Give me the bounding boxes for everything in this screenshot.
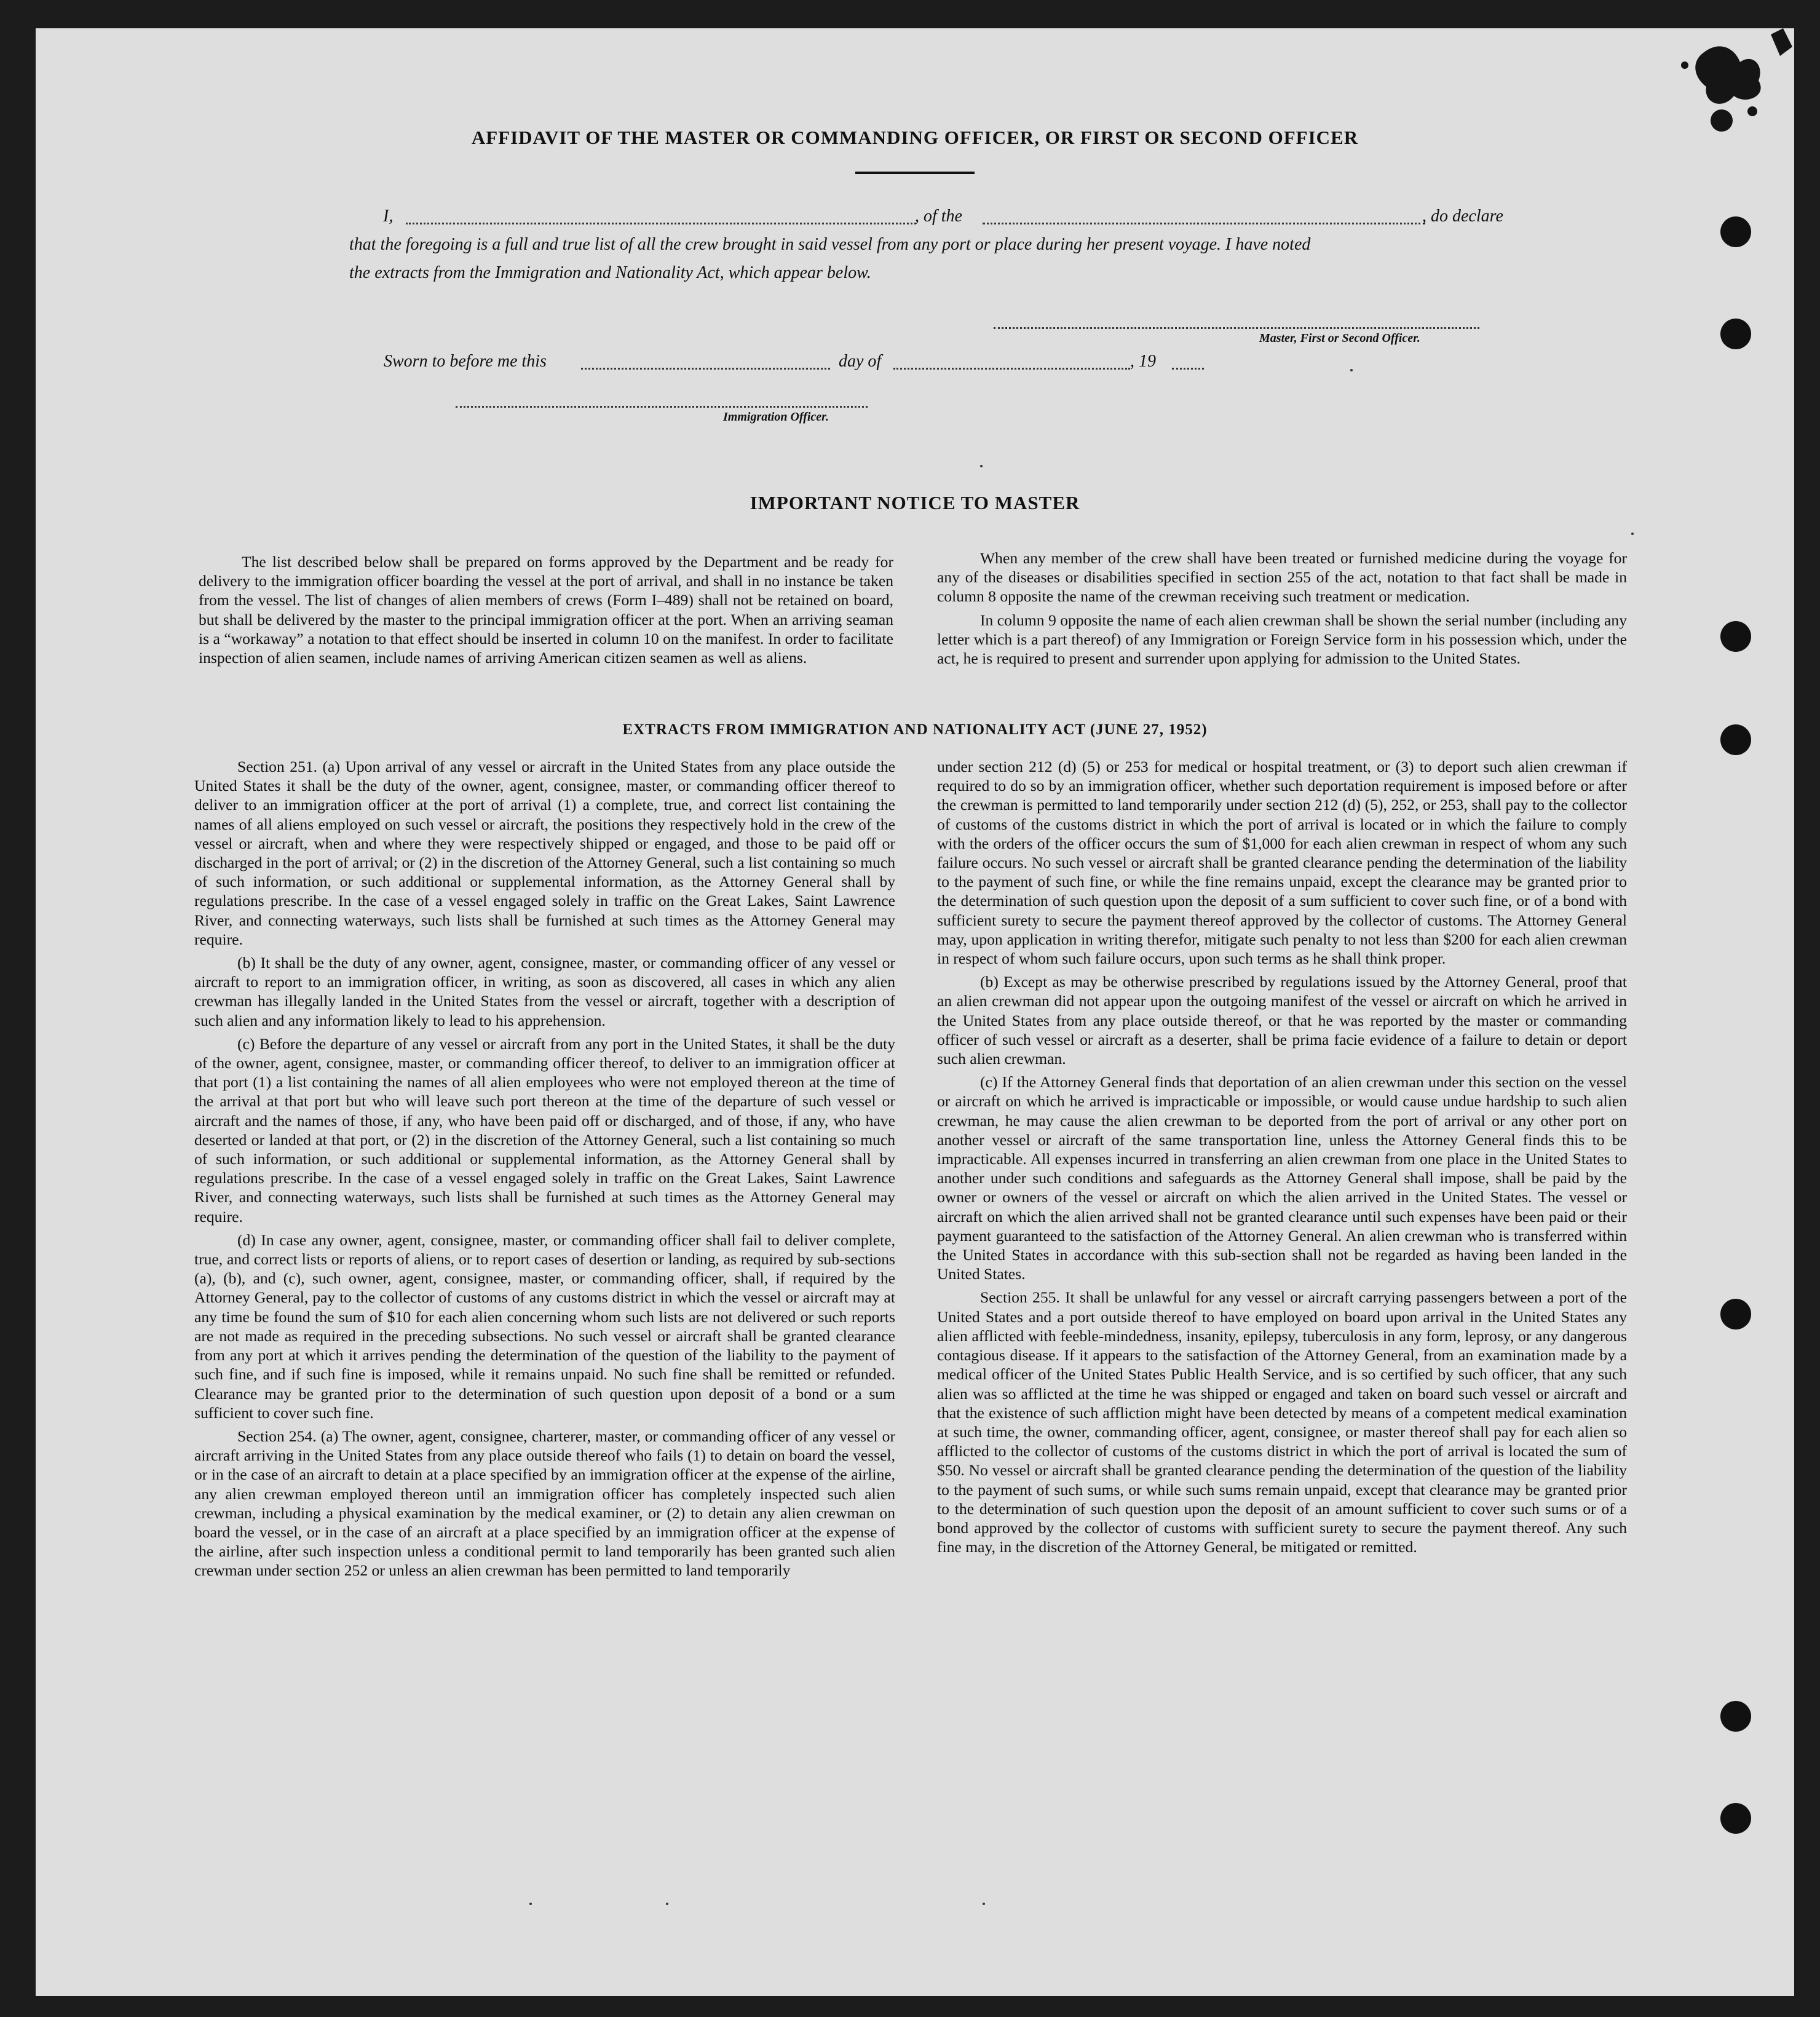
extracts-title: EXTRACTS FROM IMMIGRATION AND NATIONALITY ACT (JUNE 27, 1952) <box>622 721 1208 738</box>
master-signature-line[interactable] <box>994 327 1479 329</box>
section-255: Section 255. It shall be unlawful for any vessel or aircraft carrying passengers between a port of the United States and a port outside thereof to have employed on board upon arrival in the United States any alien afflicted with feeble-mindedness, insanity, epilepsy, tuberculosis in any form, leprosy, or any dangerous contagious disease. If it appears to the satisfaction of the Attorney General, from an examination made by a medical officer of the United States Public Health Service, and is so certified by such officer, that any such alien was so afflicted at the time he was shipped or engaged and taken on board such vessel or aircraft and that the existence of such affliction might have been detected by means of a competent medical examination at such time, the owner, commanding officer, agent, consignee, or master thereof shall pay for each alien so afflicted to the collector of customs of the customs district in which the port of arrival is located the sum of $50. No vessel or aircraft shall be granted clearance pending the determination of the question of the liability to the payment of such sums, or while such sums remain unpaid, except that clearance may be granted prior to the determination of such question upon the deposit of an amount sufficient to cover such sums or of a bond approved by the collector of customs with sufficient surety to secure the payment thereof. Any such fine may, in the discretion of the Attorney General, be mitigated or remitted. <box>937 1288 1627 1556</box>
declaration-line-3: the extracts from the Immigration and Nationality Act, which appear below. <box>349 263 871 282</box>
section-254-a-continued: under section 212 (d) (5) or 253 for medical or hospital treatment, or (3) to deport such alien crewman if required to do so by an immigration officer, whether such deportation requirement is imposed before or after the crewman is permitted to land temporarily under section 212 (d) (5), 252, or 253, shall pay to the collector of customs of the customs district in which the port of arrival is located or in which the failure to comply with the orders of the officer occurs the sum of $1,000 for each alien crewman in respect of whom any such failure occurs. No such vessel or aircraft shall be granted clearance pending the determination of the liability to the payment of such fine, or while the fine remains unpaid, except the clearance may be granted prior to the determination of such question upon the deposit of a sum sufficient to cover such fine, or of a bond with sufficient surety to secure the payment thereof approved by the collector of customs. The Attorney General may, upon application in writing therefor, mitigate such penalty to not less than $200 for each alien crewman in respect of whom such failure occurs, upon such terms as he shall think proper. <box>937 758 1627 968</box>
notice-left-column <box>199 552 893 672</box>
vessel-blank[interactable] <box>983 223 1425 224</box>
speck <box>983 1903 985 1905</box>
sworn-month-blank[interactable] <box>893 368 1130 370</box>
speck <box>529 1903 532 1905</box>
sworn-day-of: day of <box>839 352 882 371</box>
section-251-b: (b) It shall be the duty of any owner, agent, consignee, master, or commanding officer of any vessel or aircraft to report to an immigration officer, in writing, as soon as discovered, all cases in which any alien crewman has illegally landed in the United States from the vessel or aircraft, together with a description of such alien and any information likely to lead to his apprehension. <box>194 954 895 1029</box>
sworn-year: , 19 <box>1130 352 1156 371</box>
sworn-day-blank[interactable] <box>581 368 830 370</box>
notice-right-paragraph-2: In column 9 opposite the name of each alien crewman shall be shown the serial number (including any letter which is a part thereof) of any Immigration or Foreign Service form in his possession which, under the act, he is required to present and surrender upon applying for admission to the United States. <box>937 611 1627 668</box>
speck <box>1350 369 1353 371</box>
section-251-c: (c) Before the departure of any vessel or aircraft from any port in the United States, it shall be the duty of the owner, agent, consignee, master, or commanding officer thereof, to deliver to an immigration officer at that port (1) a list containing the names of all alien employees who were not employed thereon at the time of the arrival at that port but who will leave such port thereon at the time of the departure of such vessel or aircraft and the names of those, if any, who have been paid off or discharged, and of those, if any, who have deserted or landed at that port, or (2) in the discretion of the Attorney General, such a list containing so much of such information, or such additional or supplemental information, as the Attorney General shall by regulations prescribe. In the case of a vessel engaged solely in traffic on the Great Lakes, Saint Lawrence River, and connecting waterways, such lists shall be furnished at such times as the Attorney General may require. <box>194 1034 895 1226</box>
affidavit-title: AFFIDAVIT OF THE MASTER OR COMMANDING OFFICER, OR FIRST OR SECOND OFFICER <box>471 127 1359 148</box>
punch-hole <box>1720 1803 1751 1834</box>
punch-hole <box>1720 319 1751 349</box>
section-254-a: Section 254. (a) The owner, agent, consignee, charterer, master, or commanding officer of any vessel or aircraft arriving in the United States from any place outside thereof who fails (1) to detain on board the vessel, or in the case of an aircraft to detain at a place specified by an immigration officer at the expense of the airline, any alien crewman employed thereon until an immigration officer has completely inspected such alien crewman, including a physical examination by the medical examiner, or (2) to detain any alien crewman on board the vessel, or in the case of an aircraft at a place specified by an immigration officer at the expense of the airline, after such inspection unless a conditional permit to land temporarily has been granted such alien crewman under section 252 or unless an alien crewman has been permitted to land temporarily <box>194 1427 895 1580</box>
notice-right-column <box>937 549 1627 672</box>
punch-hole <box>1720 216 1751 247</box>
punch-hole <box>1720 724 1751 755</box>
punch-hole <box>1720 1701 1751 1732</box>
immigration-signature-line[interactable] <box>456 406 868 408</box>
extracts-left-column <box>194 757 895 1585</box>
notice-left-paragraph: The list described below shall be prepared on forms approved by the Department and be ready for delivery to the immigration officer boarding the vessel at the port of arrival, and shall in no instance be taken from the vessel. The list of changes of alien members of crews (Form I–489) shall not be retained on board, but shall be delivered by the master to the principal immigration officer at the port. When an arriving seaman is a “workaway” a notation to that effect should be inserted in column 10 on the manifest. In order to facilitate inspection of alien seamen, include names of arriving American citizen seamen as well as aliens. <box>199 553 893 667</box>
notice-title: IMPORTANT NOTICE TO MASTER <box>750 492 1080 513</box>
declaration-of-the: , of the <box>915 207 962 226</box>
document-page <box>36 28 1794 1996</box>
section-251-a: Section 251. (a) Upon arrival of any vessel or aircraft in the United States from any place outside the United States it shall be the duty of the owner, agent, consignee, master, or commanding officer thereof to deliver to an immigration officer at the port of arrival (1) a complete, true, and correct list containing the names of all aliens employed on such vessel or aircraft, the positions they respectively hold in the crew of the vessel or aircraft, when and where they were respectively shipped or engaged, and those to be paid off or discharged in the port of arrival; or (2) in the discretion of the Attorney General, such a list containing so much of such information, or such additional or supplemental information, as the Attorney General shall by regulations prescribe. In the case of a vessel engaged solely in traffic on the Great Lakes, Saint Lawrence River, and connecting waterways, such lists shall be furnished at such times as the Attorney General may require. <box>194 758 895 948</box>
punch-hole <box>1720 621 1751 652</box>
punch-hole <box>1720 1299 1751 1329</box>
declaration-do-declare: , do declare <box>1422 207 1503 226</box>
speck <box>1631 533 1634 535</box>
declaration-line-2: that the foregoing is a full and true list of all the crew brought in said vessel from any port or place during her present voyage. I have noted <box>349 235 1311 254</box>
immigration-caption: Immigration Officer. <box>723 410 829 424</box>
notice-right-paragraph-1: When any member of the crew shall have been treated or furnished medicine during the voyage for any of the diseases or disabilities specified in section 255 of the act, notation to that fact shall be made in column 8 opposite the name of the crewman receiving such treatment or medication. <box>937 549 1627 606</box>
declaration-i: I, <box>383 207 394 226</box>
master-caption: Master, First or Second Officer. <box>1259 331 1420 345</box>
name-blank[interactable] <box>406 223 916 224</box>
title-rule <box>855 172 975 174</box>
extracts-right-column <box>937 757 1627 1561</box>
section-254-b: (b) Except as may be otherwise prescribed by regulations issued by the Attorney General, proof that an alien crewman did not appear upon the outgoing manifest of the vessel or aircraft on which he arrived in the United States from any place outside thereof, or that he was reported by the master or commanding officer of such vessel or aircraft as a deserter, shall be prima facie evidence of a failure to detain or deport such alien crewman. <box>937 973 1627 1068</box>
sworn-year-blank[interactable] <box>1172 368 1204 370</box>
section-251-d: (d) In case any owner, agent, consignee, master, or commanding officer shall fail to deliver complete, true, and correct lists or reports of aliens, or to report cases of desertion or landing, as required by sub-sections (a), (b), and (c), such owner, agent, consignee, master, or commanding officer, shall, if required by the Attorney General, pay to the collector of customs of any customs district in which the vessel or aircraft may at any time be found the sum of $10 for each alien concerning whom such lists are not delivered or such reports are not made as required in the preceding subsections. No such vessel or aircraft shall be granted clearance from any port at which it arrives pending the determination of the question of the liability to the payment of such fine, and if such fine is imposed, while it remains unpaid. No such fine shall be remitted or refunded. Clearance may be granted prior to the determination of such question upon deposit of a bond or a sum sufficient to cover such fine. <box>194 1230 895 1422</box>
section-254-c: (c) If the Attorney General finds that deportation of an alien crewman under this section on the vessel or aircraft on which he arrived is impracticable or impossible, or would cause undue hardship to such alien crewman, he may cause the alien crewman to be deported from the port of arrival or any other port on another vessel or aircraft of the same transportation line, unless the Attorney General finds this to be impracticable. All expenses incurred in transferring an alien crewman from one place in the United States to another under such conditions and safeguards as the Attorney General shall impose, shall be paid by the owner or owners of the vessel or aircraft on which the alien arrived in the United States. The vessel or aircraft on which the alien arrived shall not be granted clearance until such expenses have been paid or their payment guaranteed to the satisfaction of the Attorney General. An alien crewman who is transferred within the United States in accordance with this sub-section shall not be regarded as having been landed in the United States. <box>937 1073 1627 1283</box>
speck <box>980 465 983 467</box>
sworn-prefix: Sworn to before me this <box>384 352 547 371</box>
speck <box>666 1903 668 1905</box>
